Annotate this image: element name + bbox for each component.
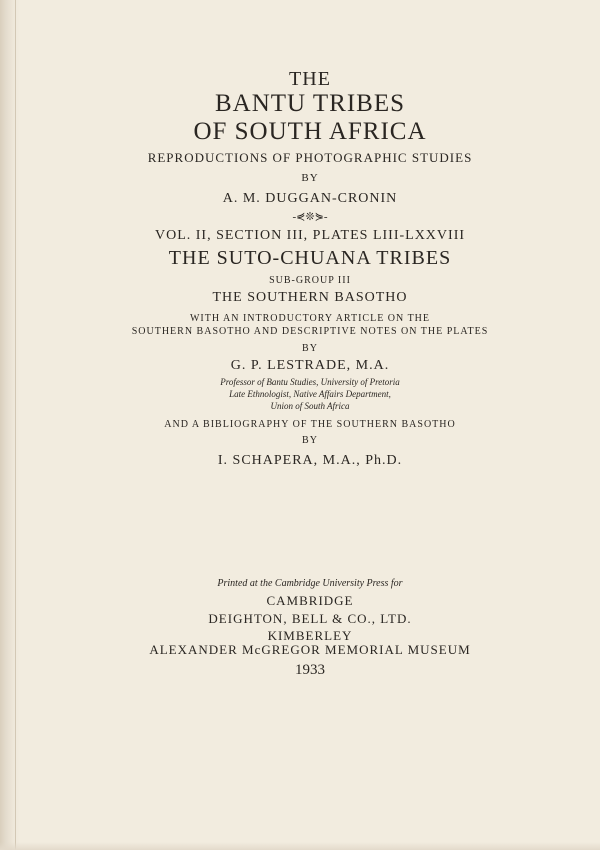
title-line-1: THE [289, 68, 331, 90]
by-label-3: BY [302, 435, 318, 446]
subgroup-label: SUB-GROUP III [269, 275, 351, 286]
intro-line-1: WITH AN INTRODUCTORY ARTICLE ON THE [189, 313, 431, 324]
intro-line-2: SOUTHERN BASOTHO AND DESCRIPTIVE NOTES ON THE PLATES [131, 326, 489, 337]
by-label-2: BY [302, 343, 318, 354]
credential-line-3: Union of South Africa [270, 401, 350, 411]
imprint-city-2: KIMBERLEY [267, 628, 353, 643]
volume-line: VOL. II, SECTION III, PLATES LIII-LXXVIII [154, 228, 466, 243]
title-line-3: OF SOUTH AFRICA [193, 118, 427, 145]
section-title: THE SUTO-CHUANA TRIBES [168, 247, 452, 269]
imprint-city-1: CAMBRIDGE [266, 593, 354, 608]
credential-line-1: Professor of Bantu Studies, University of Pretoria [220, 377, 400, 387]
title-line-2: BANTU TRIBES [214, 90, 406, 117]
page-bottom-edge [0, 842, 600, 850]
bibliography-line: AND A BIBLIOGRAPHY OF THE SOUTHERN BASOTHO [164, 419, 456, 430]
printed-line: Printed at the Cambridge University Press for [217, 578, 403, 589]
credential-line-2: Late Ethnologist, Native Affairs Department, [229, 389, 391, 399]
imprint-year: 1933 [295, 662, 325, 678]
subgroup-title: THE SOUTHERN BASOTHO [212, 290, 408, 305]
imprint-museum: ALEXANDER McGREGOR MEMORIAL MUSEUM [149, 642, 471, 657]
imprint-publisher: DEIGHTON, BELL & CO., LTD. [208, 611, 412, 626]
gutter-fold [15, 0, 16, 850]
author-name: A. M. DUGGAN-CRONIN [222, 191, 398, 206]
subtitle: REPRODUCTIONS OF PHOTOGRAPHIC STUDIES [147, 150, 473, 165]
ornament-icon: -⋞❊⋟- [292, 211, 328, 223]
by-label-1: BY [301, 172, 319, 184]
bibliographer-name: I. SCHAPERA, M.A., Ph.D. [217, 453, 403, 468]
gutter-shadow [0, 0, 20, 850]
contributor-name: G. P. LESTRADE, M.A. [230, 358, 390, 373]
